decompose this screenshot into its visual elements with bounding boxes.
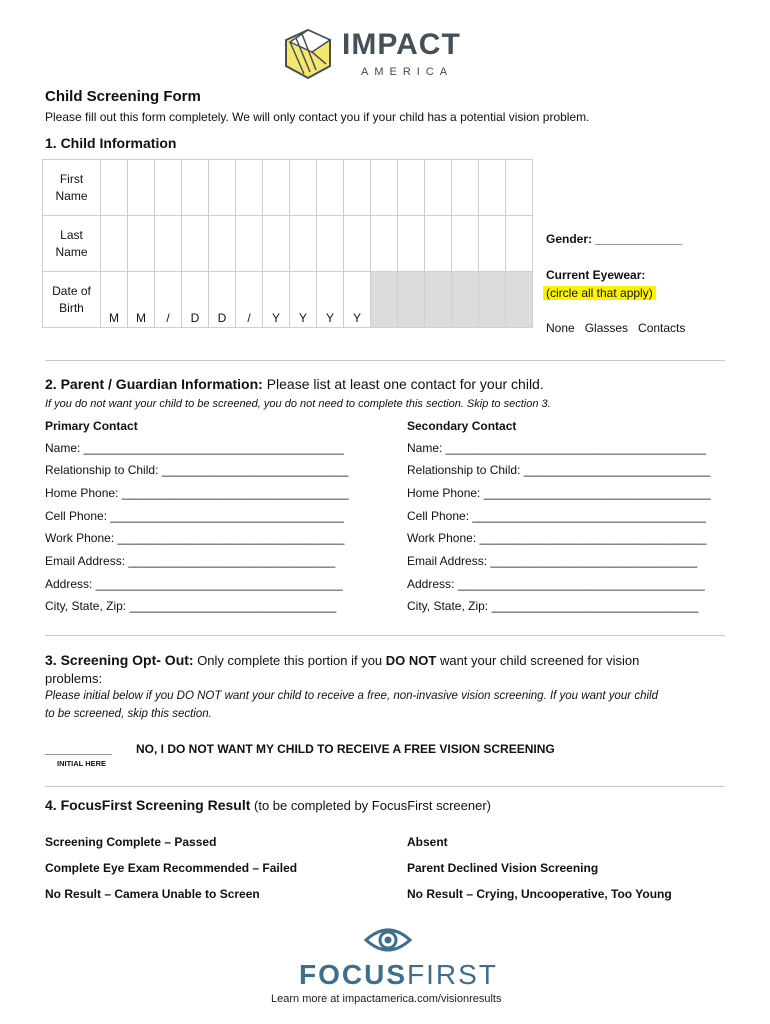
primary-contact-title: Primary Contact — [45, 419, 138, 433]
eyewear-options[interactable]: None Glasses Contacts — [546, 321, 686, 335]
last-name-box[interactable] — [344, 216, 371, 272]
logo-subword: AMERICA — [361, 66, 454, 78]
eyewear-hint-text: (circle all that apply) — [543, 286, 656, 300]
shaded-cell — [425, 272, 452, 328]
first-name-box[interactable] — [344, 160, 371, 216]
divider — [45, 360, 725, 361]
last-name-box[interactable] — [155, 216, 182, 272]
section3-note-line1: Please initial below if you DO NOT want your child to receive a free, non-invasive vision screening. If you want your child — [45, 690, 658, 702]
last-name-box[interactable] — [290, 216, 317, 272]
last-name-box[interactable] — [425, 216, 452, 272]
first-name-box[interactable] — [317, 160, 344, 216]
initial-here-label: INITIAL HERE — [57, 759, 107, 768]
section3-note-line2: to be screened, skip this section. — [45, 708, 212, 720]
primary-address-field[interactable]: Address: _____________________________________ — [45, 577, 343, 591]
section-screening-result-heading: 4. FocusFirst Screening Result (to be completed by FocusFirst screener) — [45, 797, 491, 813]
result-absent[interactable]: Absent — [407, 835, 448, 849]
secondary-name-field[interactable]: Name: _______________________________________ — [407, 441, 706, 455]
first-name-box[interactable] — [479, 160, 506, 216]
shaded-cell — [506, 272, 533, 328]
section-opt-out-heading: 3. Screening Opt- Out: Only complete this portion if you DO NOT want your child screened for vision — [45, 652, 640, 668]
last-name-label: Last Name — [43, 216, 101, 272]
logo-word: IMPACT — [342, 28, 461, 61]
initial-here-line[interactable]: __________ — [45, 742, 112, 756]
secondary-contact-title: Secondary Contact — [407, 419, 517, 433]
child-info-grid — [42, 159, 533, 328]
result-passed[interactable]: Screening Complete – Passed — [45, 835, 217, 849]
opt-out-statement: NO, I DO NOT WANT MY CHILD TO RECEIVE A FREE VISION SCREENING — [136, 742, 555, 756]
date-of-birth-row — [43, 272, 533, 328]
first-name-label: First Name — [43, 160, 101, 216]
first-name-box[interactable] — [425, 160, 452, 216]
divider — [45, 635, 725, 636]
last-name-box[interactable] — [452, 216, 479, 272]
brand-first: FIRST — [407, 959, 498, 990]
form-title: Child Screening Form — [45, 88, 201, 105]
primary-home-phone-field[interactable]: Home Phone: __________________________________ — [45, 486, 349, 500]
current-eyewear-label: Current Eyewear: — [546, 268, 646, 282]
primary-cell-phone-field[interactable]: Cell Phone: ___________________________________ — [45, 509, 344, 523]
section-parent-guardian-heading: 2. Parent / Guardian Information: Please list at least one contact for your child. — [45, 376, 544, 392]
primary-name-field[interactable]: Name: _______________________________________ — [45, 441, 344, 455]
first-name-box[interactable] — [128, 160, 155, 216]
last-name-box[interactable] — [128, 216, 155, 272]
first-name-box[interactable] — [263, 160, 290, 216]
divider — [45, 786, 725, 787]
dob-box[interactable]: D — [182, 272, 209, 328]
secondary-email-field[interactable]: Email Address: _______________________________ — [407, 554, 698, 568]
result-camera-unable[interactable]: No Result – Camera Unable to Screen — [45, 887, 260, 901]
first-name-row — [43, 160, 533, 216]
dob-box[interactable]: Y — [317, 272, 344, 328]
shaded-cell — [371, 272, 398, 328]
section-child-information-heading: 1. Child Information — [45, 135, 177, 151]
brand-focus: FOCUS — [299, 959, 407, 990]
primary-email-field[interactable]: Email Address: _______________________________ — [45, 554, 336, 568]
primary-relationship-field[interactable]: Relationship to Child: ____________________________ — [45, 463, 349, 477]
first-name-box[interactable] — [371, 160, 398, 216]
primary-work-phone-field[interactable]: Work Phone: __________________________________ — [45, 531, 345, 545]
result-failed[interactable]: Complete Eye Exam Recommended – Failed — [45, 861, 298, 875]
shaded-cell — [398, 272, 425, 328]
last-name-box[interactable] — [263, 216, 290, 272]
last-name-box[interactable] — [506, 216, 533, 272]
form-intro: Please fill out this form completely. We will only contact you if your child has a potential vision problem. — [45, 110, 590, 124]
impact-logo-icon — [282, 28, 334, 80]
result-crying-uncooperative[interactable]: No Result – Crying, Uncooperative, Too Young — [407, 887, 672, 901]
first-name-box[interactable] — [506, 160, 533, 216]
secondary-cell-phone-field[interactable]: Cell Phone: ___________________________________ — [407, 509, 706, 523]
eye-icon — [364, 926, 412, 954]
dob-box[interactable]: D — [209, 272, 236, 328]
last-name-box[interactable] — [236, 216, 263, 272]
section2-note: If you do not want your child to be screened, you do not need to complete this section. Skip to section 3. — [45, 398, 551, 410]
first-name-box[interactable] — [290, 160, 317, 216]
dob-separator: / — [236, 272, 263, 328]
first-name-box[interactable] — [236, 160, 263, 216]
last-name-box[interactable] — [182, 216, 209, 272]
last-name-box[interactable] — [209, 216, 236, 272]
first-name-box[interactable] — [452, 160, 479, 216]
learn-more-link[interactable]: Learn more at impactamerica.com/visionresults — [271, 993, 502, 1005]
dob-label: Date of Birth — [43, 272, 101, 328]
focusfirst-logo — [299, 959, 498, 991]
first-name-box[interactable] — [182, 160, 209, 216]
first-name-box[interactable] — [209, 160, 236, 216]
dob-box[interactable]: Y — [344, 272, 371, 328]
last-name-box[interactable] — [398, 216, 425, 272]
last-name-box[interactable] — [479, 216, 506, 272]
first-name-box[interactable] — [101, 160, 128, 216]
secondary-home-phone-field[interactable]: Home Phone: __________________________________ — [407, 486, 711, 500]
shaded-cell — [479, 272, 506, 328]
dob-box[interactable]: Y — [290, 272, 317, 328]
dob-separator: / — [155, 272, 182, 328]
dob-box[interactable]: Y — [263, 272, 290, 328]
last-name-box[interactable] — [101, 216, 128, 272]
gender-field[interactable]: Gender: _____________ — [546, 232, 683, 246]
dob-box[interactable]: M — [128, 272, 155, 328]
last-name-box[interactable] — [317, 216, 344, 272]
first-name-box[interactable] — [398, 160, 425, 216]
secondary-work-phone-field[interactable]: Work Phone: __________________________________ — [407, 531, 707, 545]
last-name-box[interactable] — [371, 216, 398, 272]
secondary-city-state-zip-field[interactable]: City, State, Zip: _______________________________ — [407, 599, 699, 613]
eyewear-hint — [543, 286, 656, 300]
shaded-cell — [452, 272, 479, 328]
dob-box[interactable]: M — [101, 272, 128, 328]
last-name-row — [43, 216, 533, 272]
secondary-relationship-field[interactable]: Relationship to Child: ____________________________ — [407, 463, 711, 477]
secondary-address-field[interactable]: Address: _____________________________________ — [407, 577, 705, 591]
section-opt-out-heading-line2: problems: — [45, 671, 103, 686]
first-name-box[interactable] — [155, 160, 182, 216]
result-parent-declined[interactable]: Parent Declined Vision Screening — [407, 861, 599, 875]
primary-city-state-zip-field[interactable]: City, State, Zip: _______________________________ — [45, 599, 337, 613]
